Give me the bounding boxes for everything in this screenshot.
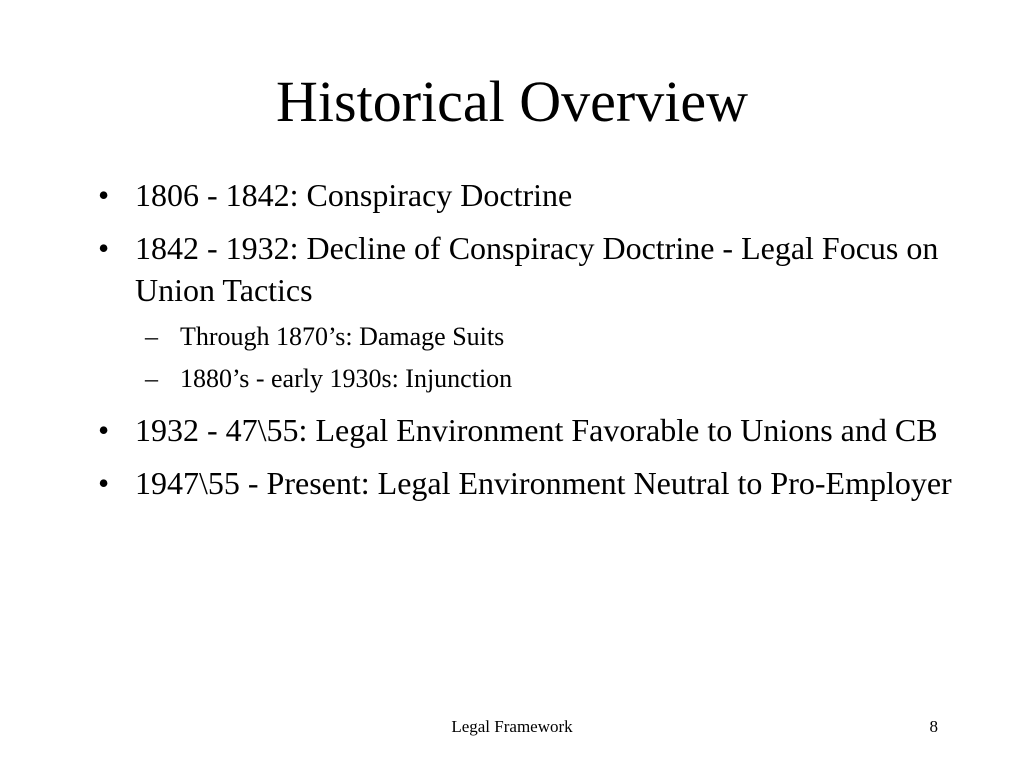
- bullet-glyph: •: [98, 177, 110, 213]
- slide-footer: [0, 714, 1024, 740]
- sub-bullet-list: [98, 320, 958, 396]
- bullet-text: 1932 - 47\55: Legal Environment Favorable to Unions and CB: [135, 412, 938, 448]
- bullet-glyph: •: [98, 230, 110, 266]
- bullet-item-2: [98, 227, 958, 311]
- sub-bullet-item-1: [98, 320, 958, 354]
- sub-bullet-item-2: [98, 362, 958, 396]
- slide-title: Historical Overview: [276, 69, 748, 134]
- footer-title: Legal Framework: [451, 717, 573, 736]
- sub-bullet-text: Through 1870’s: Damage Suits: [180, 322, 505, 351]
- bullet-item-3: [98, 409, 958, 451]
- bullet-item-1: [98, 174, 958, 216]
- bullet-text: 1842 - 1932: Decline of Conspiracy Doctrine - Legal Focus on Union Tactics: [135, 230, 939, 308]
- bullet-text: 1806 - 1842: Conspiracy Doctrine: [135, 177, 573, 213]
- bullet-glyph: •: [98, 465, 110, 501]
- page-number: 8: [929, 717, 938, 736]
- slide-body: [98, 174, 958, 515]
- dash-glyph: –: [145, 322, 158, 351]
- sub-bullet-text: 1880’s - early 1930s: Injunction: [180, 364, 513, 393]
- bullet-text: 1947\55 - Present: Legal Environment Neutral to Pro-Employer: [135, 465, 952, 501]
- bullet-item-4: [98, 462, 958, 504]
- bullet-glyph: •: [98, 412, 110, 448]
- dash-glyph: –: [145, 364, 158, 393]
